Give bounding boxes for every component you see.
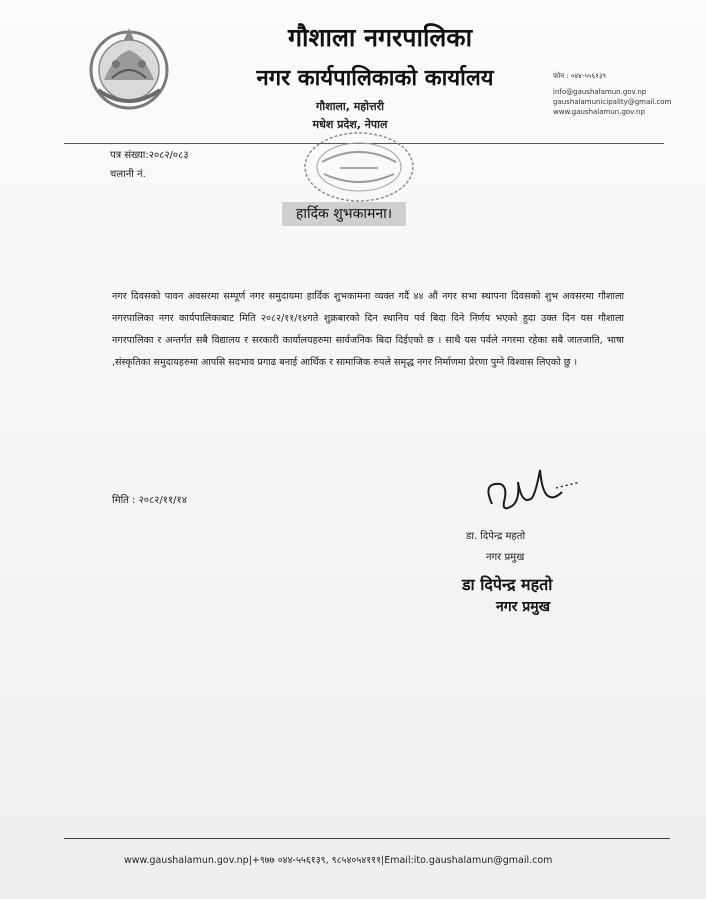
letter-body: नगर दिवसको पावन अवसरमा सम्पूर्ण नगर समुदायमा हार्दिक शुभकामना व्यक्त गर्दै ४४ औं नगर सभा स्थापना दिवसको शुभ अवसरमा गौशाला नगरपालिका नगर कार्यपालिकाबाट मिति २०८२/११/१४गते शुक्रबारको दिन स्थानिय पर्व बिदा दिने निर्णय भएको हुदा उक्त दिन यस गौशाला नगरपालिका र अन्तर्गत सबै विद्यालय र सरकारी कार्यालयहरुमा सार्वजनिक बिदा दिईएको छ । साथै यस पर्वले नगरमा रहेका सबै जातजाति, भाषा ,संस्कृतिका समुदायहरुमा आपसि सदभाव प्रगाढ बनाई आर्थिक र सामाजिक रुपले समृद्ध नगर निर्माणमा प्रेरणा पुग्ने विश्वास लिएको छु । (112, 291, 624, 368)
address-district: गौशाला, महोत्तरी (316, 100, 384, 113)
office-stamp (300, 128, 418, 206)
reference-number: पत्र संख्या:२०८२/०८३ (110, 150, 189, 161)
dispatch-number: चलानी नं. (110, 169, 146, 180)
footer-contact: www.gaushalamun.gov.np|+९७७ ०४४-५५६१३९, ९८५४०५४१११|Email:ito.gaushalamun@gmail.com (124, 855, 553, 866)
contact-phone: फोन : ०४४-५५६१३९ (553, 72, 607, 80)
office-subtitle: नगर कार्यपालिकाको कार्यालय (256, 66, 494, 91)
signature-mark (478, 462, 588, 522)
footer-divider (64, 838, 670, 839)
signatory-stamp-name: डा दिपेन्द्र महतो (462, 575, 553, 594)
contact-email-secondary: gaushalamunicipality@gmail.com (553, 98, 672, 106)
address-province: मधेश प्रदेश, नेपाल (312, 118, 388, 131)
signatory-name: डा. दिपेन्द्र महतो (466, 531, 526, 542)
contact-email: info@gaushalamun.gov.np (553, 88, 647, 96)
letter-date: मिति : २०८२/११/१४ (112, 495, 187, 506)
signatory-title: नगर प्रमुख (486, 552, 525, 563)
contact-website: www.gaushalamun.gov.np (553, 108, 645, 116)
office-title: गौशाला नगरपालिका (287, 23, 473, 52)
letter-subject: हार्दिक शुभकामना। (282, 202, 406, 226)
signatory-stamp-title: नगर प्रमुख (496, 599, 551, 615)
nepal-emblem-icon (84, 20, 174, 120)
